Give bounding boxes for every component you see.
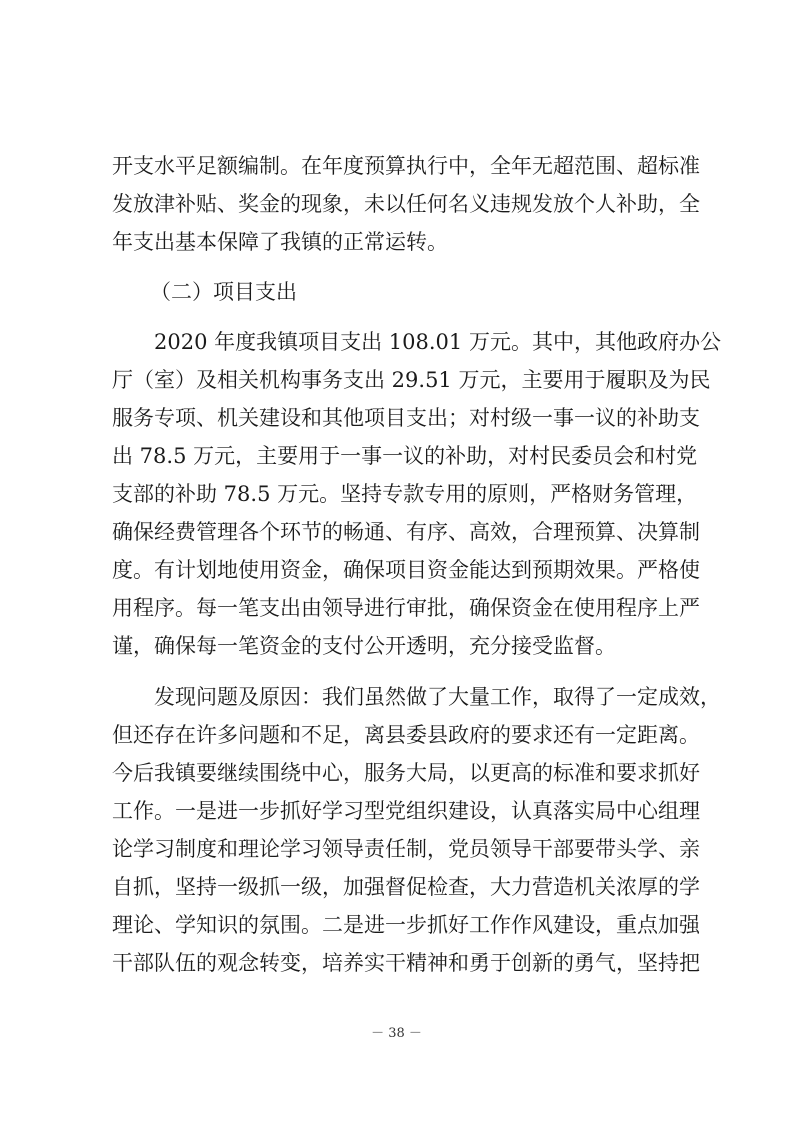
paragraph-2-line-7: 度。有计划地使用资金，确保项目资金能达到预期效果。严格使 (112, 558, 700, 582)
paragraph-2-line-9: 谨，确保每一笔资金的支付公开透明，充分接受监督。 (112, 634, 616, 658)
paragraph-1-line-1: 开支水平足额编制。在年度预算执行中，全年无超范围、超标准 (112, 154, 700, 178)
paragraph-3-line-2: 但还存在许多问题和不足，离县委县政府的要求还有一定距离。 (112, 723, 700, 747)
paragraph-2-line-6: 确保经费管理各个环节的畅通、有序、高效，合理预算、决算制 (112, 520, 700, 544)
paragraph-2-line-4: 出 78.5 万元，主要用于一事一议的补助，对村民委员会和村党 (112, 444, 698, 468)
paragraph-2-line-2: 厅（室）及相关机构事务支出 29.51 万元，主要用于履职及为民 (112, 368, 711, 392)
paragraph-2-line-3: 服务专项、机关建设和其他项目支出；对村级一事一议的补助支 (112, 406, 700, 430)
page-number: － 38 － (371, 1026, 422, 1041)
section-heading-project-expenditure: （二）项目支出 (150, 280, 297, 304)
paragraph-3-line-3: 今后我镇要继续围绕中心，服务大局，以更高的标准和要求抓好 (112, 761, 700, 785)
paragraph-3-line-5: 论学习制度和理论学习领导责任制，党员领导干部要带头学、亲 (112, 837, 700, 861)
paragraph-1-line-2: 发放津补贴、奖金的现象，未以任何名义违规发放个人补助，全 (112, 192, 700, 216)
paragraph-3-line-1: 发现问题及原因：我们虽然做了大量工作，取得了一定成效， (154, 685, 721, 709)
paragraph-2-line-5: 支部的补助 78.5 万元。坚持专款专用的原则，严格财务管理， (112, 482, 698, 506)
paragraph-3-line-6: 自抓，坚持一级抓一级，加强督促检查，大力营造机关浓厚的学 (112, 875, 700, 899)
paragraph-3-line-8: 干部队伍的观念转变，培养实干精神和勇于创新的勇气，坚持把 (112, 951, 700, 975)
paragraph-1-line-3: 年支出基本保障了我镇的正常运转。 (112, 230, 448, 254)
paragraph-2-line-8: 用程序。每一笔支出由领导进行审批，确保资金在使用程序上严 (112, 596, 700, 620)
paragraph-3-line-4: 工作。一是进一步抓好学习型党组织建设，认真落实局中心组理 (112, 799, 700, 823)
paragraph-2-line-1: 2020 年度我镇项目支出 108.01 万元。其中，其他政府办公 (154, 330, 721, 354)
paragraph-3-line-7: 理论、学知识的氛围。二是进一步抓好工作作风建设，重点加强 (112, 913, 700, 937)
